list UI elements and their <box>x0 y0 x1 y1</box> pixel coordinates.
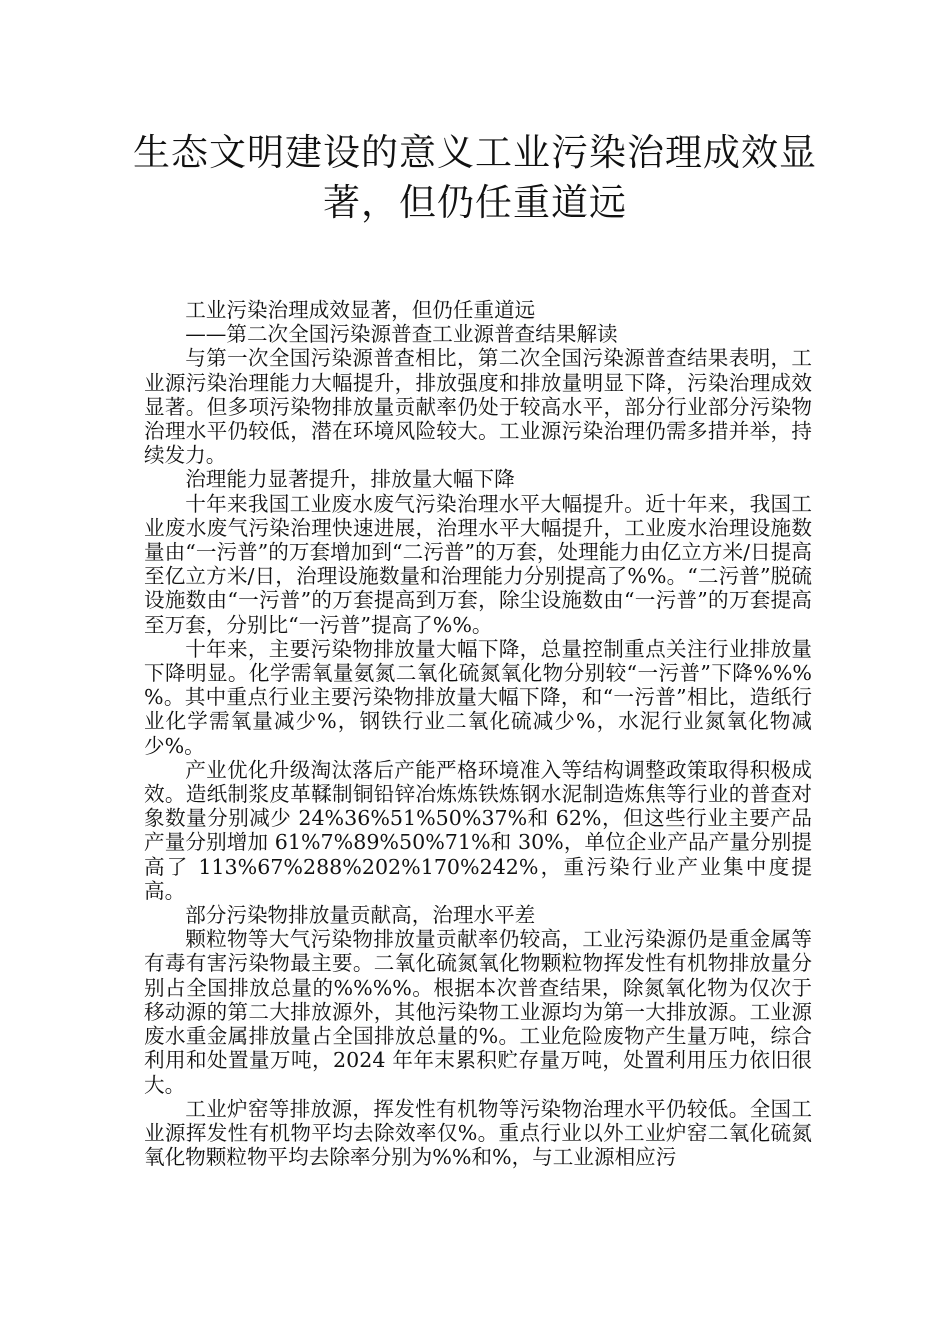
body-paragraph-industry-upgrade: 产业优化升级淘汰落后产能严格环境准入等结构调整政策取得积极成效。造纸制浆皮革鞣制铜铅锌冶炼炼铁炼钢水泥制造炼焦等行业的普查对象数量分别减少 24%36%51%50%37%和 62%，但这些行业主要产品产量分别增加 61%7%89%50%71%和 30%，单位企业产品产量分别提高了 113%67%288%202%170%242%，重污染行业产业集中度提高。 <box>144 757 812 903</box>
document-body <box>144 298 812 1169</box>
body-paragraph-subtitle: ——第二次全国污染源普查工业源普查结果解读 <box>185 322 618 347</box>
section-heading-capacity: 治理能力显著提升，排放量大幅下降 <box>185 467 515 492</box>
body-paragraph-treatment: 十年来我国工业废水废气污染治理水平大幅提升。近十年来，我国工业废水废气污染治理快速进展，治理水平大幅提升，工业废水治理设施数量由“一污普”的万套增加到“二污普”的万套，处理能力由亿立方米/日提高至亿立方米/日，治理设施数量和治理能力分别提高了%%。“二污普”脱硫设施数由“一污普”的万套提高到万套，除尘设施数由“一污普”的万套提高至万套，分别比“一污普”提高了%%。 <box>144 491 812 637</box>
body-paragraph-article-title: 工业污染治理成效显著，但仍任重道远 <box>185 298 536 322</box>
section-heading-contribution: 部分污染物排放量贡献高，治理水平差 <box>185 903 536 928</box>
body-paragraph-pollutants: 颗粒物等大气污染物排放量贡献率仍较高，工业污染源仍是重金属等有毒有害污染物最主要。二氧化硫氮氧化物颗粒物挥发性有机物排放量分别占全国排放总量的%%%%。根据本次普查结果，除氮氧化物为仅次于移动源的第二大排放源外，其他污染物工业源均为第一大排放源。工业源废水重金属排放量占全国排放总量的%。工业危险废物产生量万吨，综合利用和处置量万吨，2024 年年末累积贮存量万吨，处置利用压力依旧很大。 <box>144 927 812 1097</box>
body-paragraph-kilns: 工业炉窑等排放源，挥发性有机物等污染物治理水平仍较低。全国工业源挥发性有机物平均去除效率仅%。重点行业以外工业炉窑二氧化硫氮氧化物颗粒物平均去除率分别为%%和%，与工业源相应污 <box>144 1096 812 1170</box>
body-paragraph-emissions: 十年来，主要污染物排放量大幅下降，总量控制重点关注行业排放量下降明显。化学需氧量氨氮二氧化硫氮氧化物分别较“一污普”下降%%%%。其中重点行业主要污染物排放量大幅下降，和“一污普”相比，造纸行业化学需氧量减少%，钢铁行业二氧化硫减少%，水泥行业氮氧化物减少%。 <box>144 636 812 758</box>
body-paragraph-intro: 与第一次全国污染源普查相比，第二次全国污染源普查结果表明，工业源污染治理能力大幅提升，排放强度和排放量明显下降，污染治理成效显著。但多项污染物排放量贡献率仍处于较高水平，部分行业部分污染物治理水平仍较低，潜在环境风险较大。工业源污染治理仍需多措并举，持续发力。 <box>144 346 812 468</box>
document-title: 生态文明建设的意义工业污染治理成效显著，但仍任重道远 <box>133 131 817 224</box>
